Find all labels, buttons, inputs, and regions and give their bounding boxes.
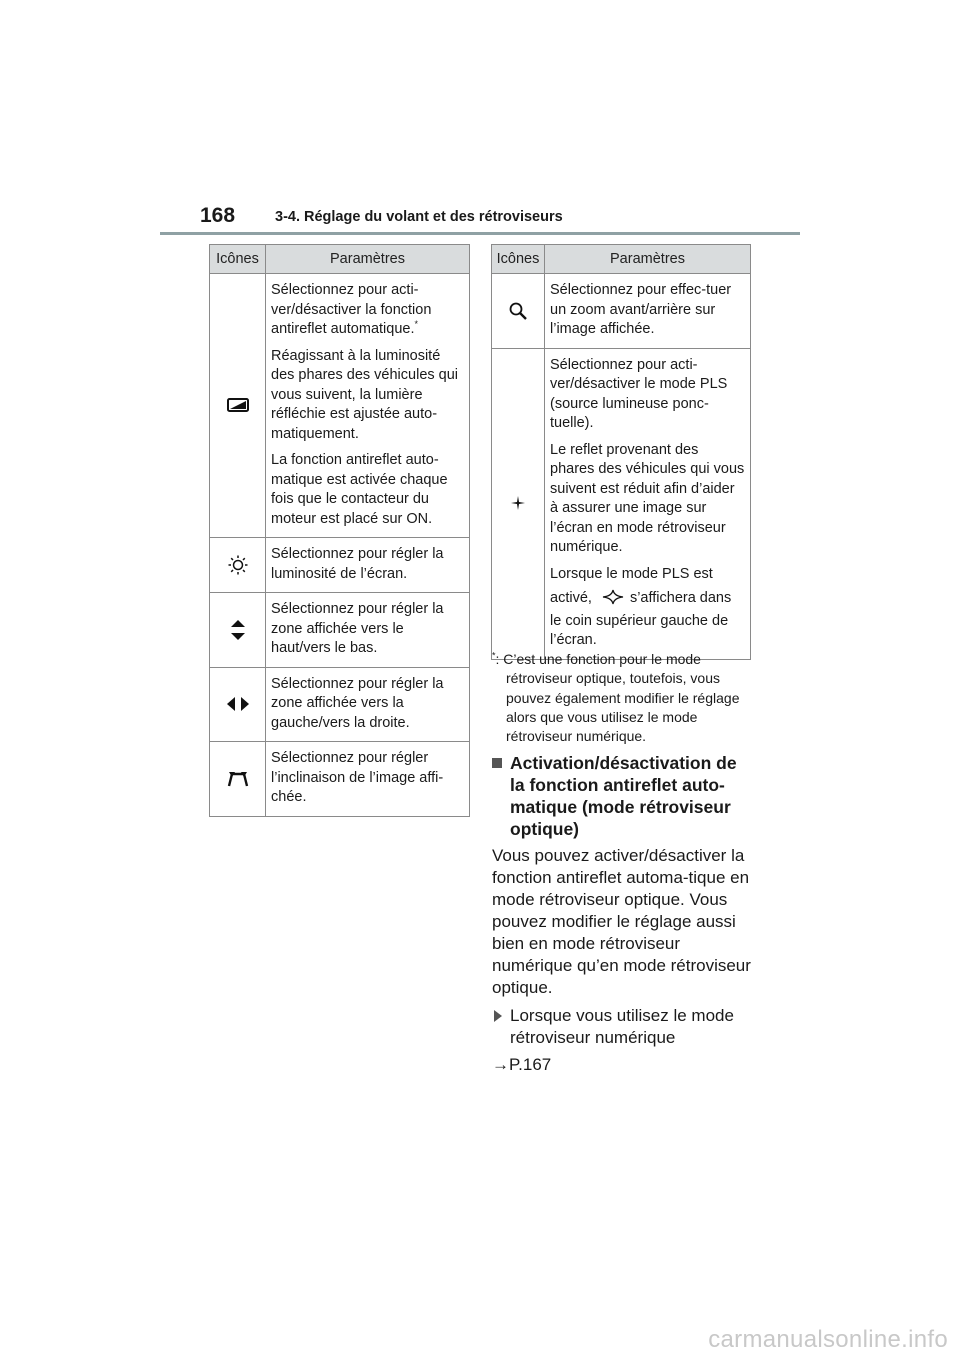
row-description: Sélectionnez pour acti-ver/désactiver la fonction antireflet automatique. [271, 282, 432, 337]
body-paragraph: Vous pouvez activer/désactiver la fonction antireflet automa-tique en mode rétroviseur optique. Vous pouvez modifier le réglage aussi bien en mode rétroviseur numérique qu’en mode rétroviseur optique. [492, 846, 751, 997]
row-description: Sélectionnez pour régler la luminosité de l’écran. [266, 538, 470, 593]
row-description: Sélectionnez pour régler la zone affichée vers le haut/vers le bas. [266, 593, 470, 668]
watermark: carmanualsonline.info [708, 1326, 948, 1353]
pls-outline-sparkle-icon [602, 589, 624, 612]
table-row [210, 593, 470, 668]
up-down-arrows-icon [231, 621, 245, 638]
table-row [210, 538, 470, 593]
row-description: Réagissant à la luminosité des phares des véhicules qui vous suivent, la lumière réfléchie est ajustée auto-matiquement. [271, 347, 459, 442]
page-number: 168 [200, 204, 236, 227]
row-description: Sélectionnez pour effec-tuer un zoom avant/arrière sur l’image affichée. [545, 274, 751, 349]
subheading-text: Activation/désactivation de la fonction antireflet auto-matique (mode rétroviseur optique) [510, 753, 737, 839]
zoom-icon [509, 302, 527, 319]
row-description: Sélectionnez pour régler l’inclinaison de l’image affi-chée. [266, 742, 470, 817]
square-bullet-icon [492, 758, 502, 768]
table-row [210, 274, 470, 538]
footnote-star: * [492, 650, 496, 661]
table-row [210, 742, 470, 817]
tilt-icon [227, 770, 249, 787]
right-settings-table [491, 244, 751, 660]
row-description: La fonction antireflet auto-matique est activée chaque fois que le contacteur du moteur est placé sur ON. [271, 452, 448, 527]
icons-column-header: Icônes [210, 245, 266, 274]
pls-sparkle-icon [511, 495, 525, 512]
section-title: 3-4. Réglage du volant et des rétroviseurs [275, 209, 563, 225]
bullet-item [492, 1005, 754, 1049]
page-reference-link[interactable]: →P.167 [492, 1055, 552, 1074]
footnote-mark: * [414, 319, 418, 330]
page-header [160, 200, 800, 236]
icons-column-header: Icônes [492, 245, 545, 274]
row-description: Sélectionnez pour régler la zone affichée vers la gauche/vers la droite. [266, 667, 470, 742]
params-column-header: Paramètres [266, 245, 470, 274]
bullet-text: Lorsque vous utilisez le mode rétroviseur numérique [510, 1006, 734, 1047]
header-rule [160, 232, 800, 235]
params-column-header: Paramètres [545, 245, 751, 274]
table-row [492, 348, 751, 659]
section-subheading [492, 752, 752, 840]
triangle-bullet-icon [494, 1010, 502, 1022]
row-description: Le reflet provenant des phares des véhicules qui vous suivent est réduit afin d’aider à assurer une image sur l’écran en mode rétroviseur numérique. [550, 441, 745, 555]
footnote-text: : C’est une fonction pour le mode rétroviseur optique, toutefois, vous pouvez également modifier le réglage alors que vous utilisez le mode rétroviseur numérique. [495, 651, 740, 745]
row-description: activé, [550, 590, 592, 606]
left-settings-table [209, 244, 470, 817]
brightness-icon [228, 556, 248, 573]
table-row [492, 274, 751, 349]
table-row [210, 667, 470, 742]
left-right-arrows-icon [227, 695, 249, 712]
antiglare-icon [227, 397, 249, 414]
row-description: Sélectionnez pour acti-ver/désactiver le mode PLS (source lumineuse ponc-tuelle). [550, 356, 728, 431]
row-description: Lorsque le mode PLS est [550, 565, 713, 582]
row-description: s’affichera dans le coin supérieur gauche de l’écran. [550, 590, 732, 648]
footnote [492, 650, 752, 746]
